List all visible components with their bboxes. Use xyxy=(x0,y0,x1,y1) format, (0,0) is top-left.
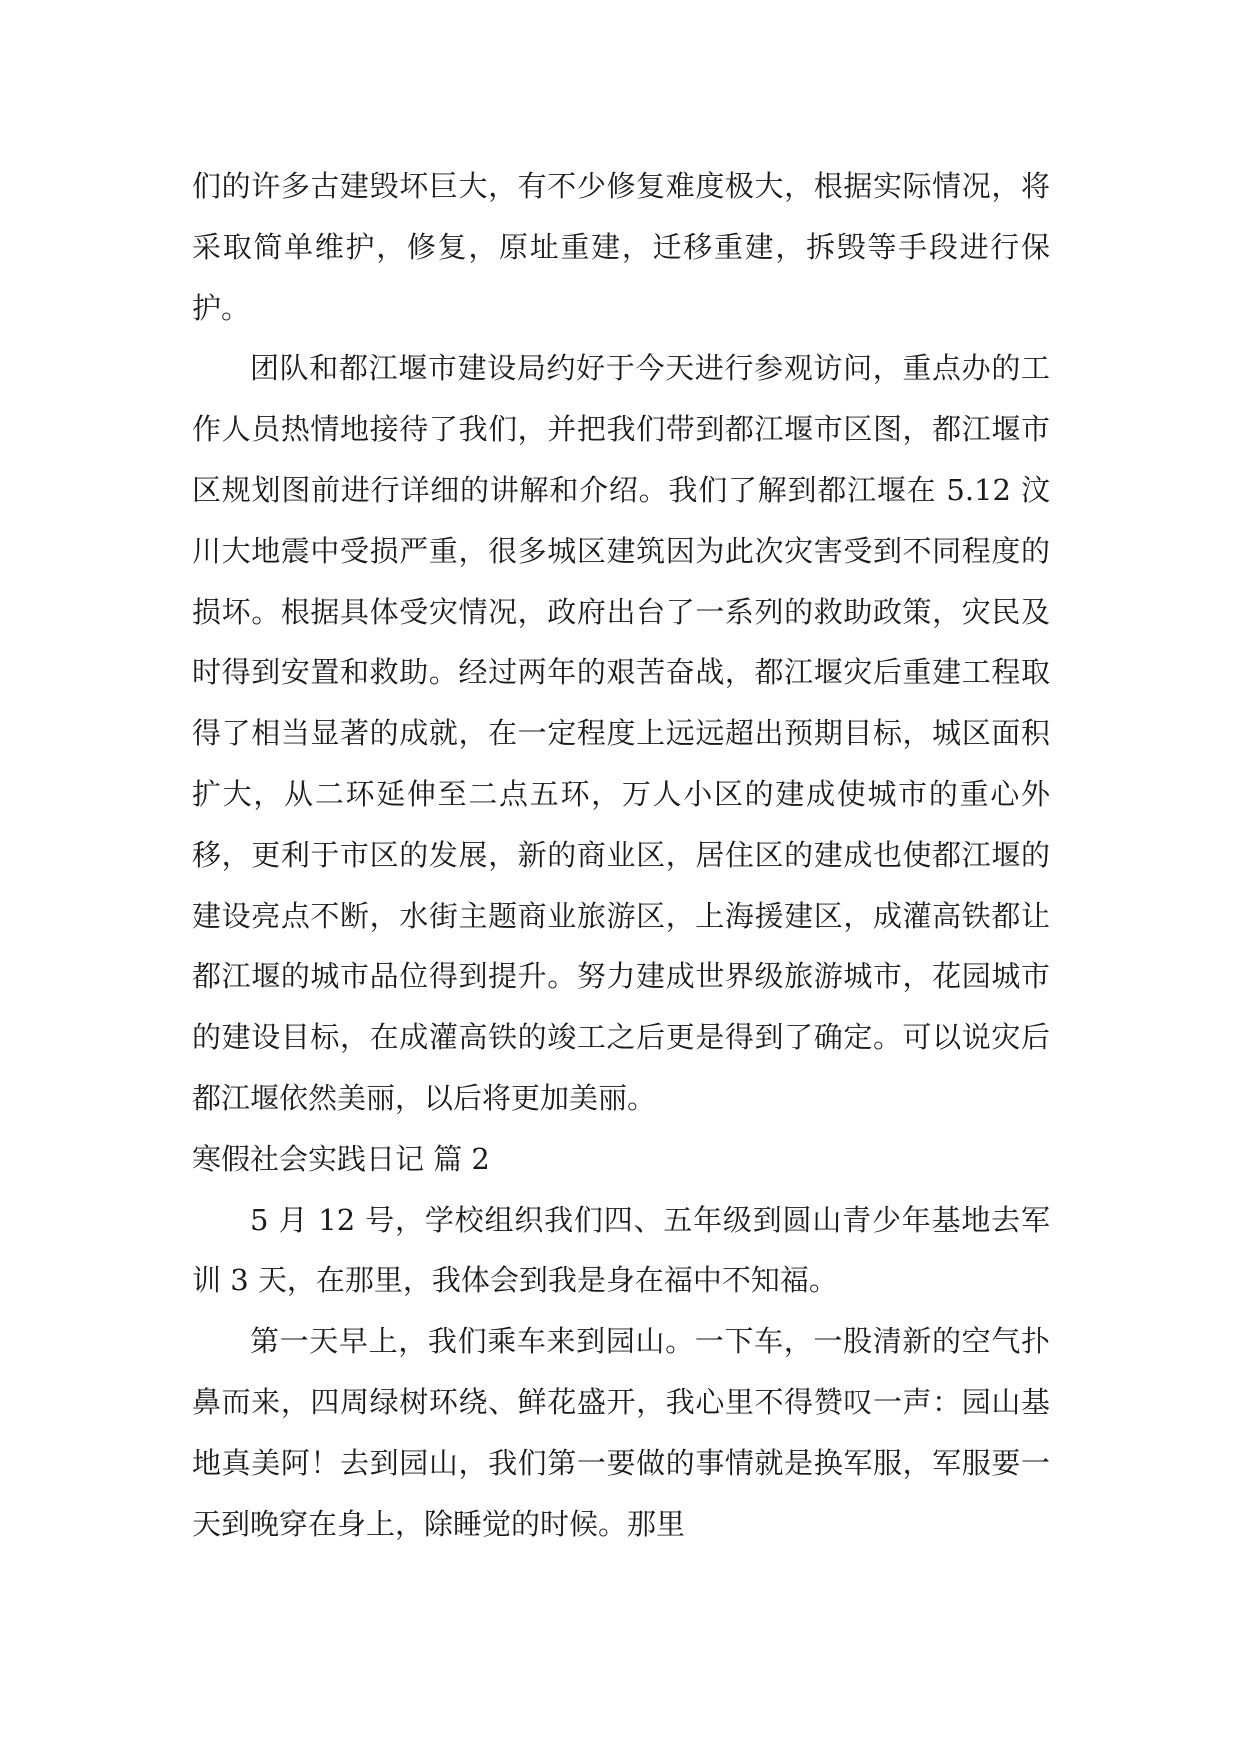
paragraph-continuation: 们的许多古建毁坏巨大，有不少修复难度极大，根据实际情况，将采取简单维护，修复，原址重建，迁移重建，拆毁等手段进行保护。 xyxy=(192,169,1050,325)
paragraph-first-day: 第一天早上，我们乘车来到园山。一下车，一股清新的空气扑鼻而来，四周绿树环绕、鲜花盛开，我心里不得赞叹一声：园山基地真美阿！去到园山，我们第一要做的事情就是换军服，军服要一天到晚穿在身上，除睡觉的时候。那里 xyxy=(192,1324,1050,1541)
paragraph-dujiangyan-visit: 团队和都江堰市建设局约好于今天进行参观访问，重点办的工作人员热情地接待了我们，并把我们带到都江堰市区图，都江堰市区规划图前进行详细的讲解和介绍。我们了解到都江堰在 5.12 汶川大地震中受损严重，很多城区建筑因为此次灾害受到不同程度的损坏。根据具体受灾情况，政府出台了一系列的救助政策，灾民及时得到安置和救助。经过两年的艰苦奋战，都江堰灾后重建工程取得了相当显著的成就，在一定程度上远远超出预期目标，城区面积扩大，从二环延伸至二点五环，万人小区的建成使城市的重心外移，更利于市区的发展，新的商业区，居住区的建成也使都江堰的建设亮点不断，水街主题商业旅游区，上海援建区，成灌高铁都让都江堰的城市品位得到提升。努力建成世界级旅游城市，花园城市的建设目标，在成灌高铁的竣工之后更是得到了确定。可以说灾后都江堰依然美丽，以后将更加美丽。 xyxy=(192,351,1050,1115)
document-body xyxy=(192,156,1050,1554)
paragraph-military-training: 5 月 12 号，学校组织我们四、五年级到圆山青少年基地去军训 3 天，在那里，我体会到我是身在福中不知福。 xyxy=(192,1202,1050,1298)
section-heading: 寒假社会实践日记 篇 2 xyxy=(192,1141,490,1176)
